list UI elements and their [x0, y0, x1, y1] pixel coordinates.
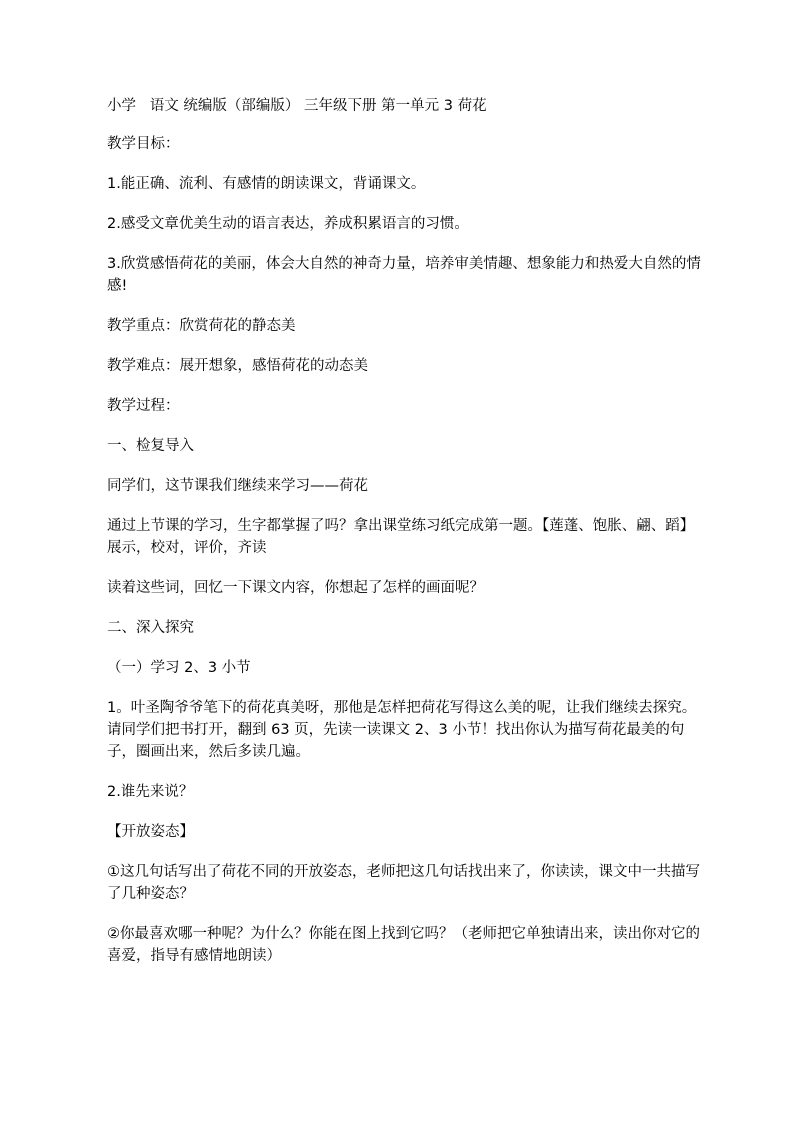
body-paragraph: 读着这些词，回忆一下课文内容，你想起了怎样的画面呢？: [107, 580, 484, 596]
subsection-heading: （一）学习 2、3 小节: [107, 660, 251, 676]
section-heading-process: 教学过程：: [107, 398, 180, 414]
objective-item-3: 3.欣赏感悟荷花的美丽，体会大自然的神奇力量，培养审美情趣、想象能力和热爱大自然的情感!: [107, 256, 701, 294]
body-paragraph: 通过上节课的学习，生字都掌握了吗？拿出课堂练习纸完成第一题。【莲蓬、饱胀、翩、蹈】展示，校对，评价，齐读: [107, 518, 695, 556]
objective-item-2: 2.感受文章优美生动的语言表达，养成积累语言的习惯。: [107, 216, 469, 232]
body-paragraph: 同学们，这节课我们继续来学习——荷花: [107, 478, 368, 494]
bracket-heading: 【开放姿态】: [107, 824, 194, 840]
body-paragraph: 2.谁先来说？: [107, 784, 194, 800]
step-heading-2: 二、深入探究: [107, 620, 194, 636]
teaching-focus: 教学重点：欣赏荷花的静态美: [107, 318, 296, 334]
document-title: 小学 语文 统编版（部编版） 三年级下册 第一单元 3 荷花: [107, 98, 487, 114]
objective-item-1: 1.能正确、流利、有感情的朗读课文，背诵课文。: [107, 176, 426, 192]
section-heading-objectives: 教学目标：: [107, 136, 180, 152]
body-paragraph: 1。叶圣陶爷爷笔下的荷花真美呀，那他是怎样把荷花写得这么美的呢，让我们继续去探究。请同学们把书打开，翻到 63 页，先读一读课文 2、3 小节！找出你认为描写荷花最美的句子，圈画出来，然后多读几遍。: [107, 700, 697, 760]
teaching-difficulty: 教学难点：展开想象，感悟荷花的动态美: [107, 358, 368, 374]
document-page: [107, 95, 701, 985]
body-paragraph: ②你最喜欢哪一种呢？为什么？你能在图上找到它吗？（老师把它单独请出来，读出你对它的喜爱，指导有感情地朗读）: [107, 926, 700, 964]
step-heading-1: 一、检复导入: [107, 438, 194, 454]
body-paragraph: ①这几句话写出了荷花不同的开放姿态，老师把这几句话找出来了，你读读，课文中一共描写了几种姿态？: [107, 864, 700, 902]
